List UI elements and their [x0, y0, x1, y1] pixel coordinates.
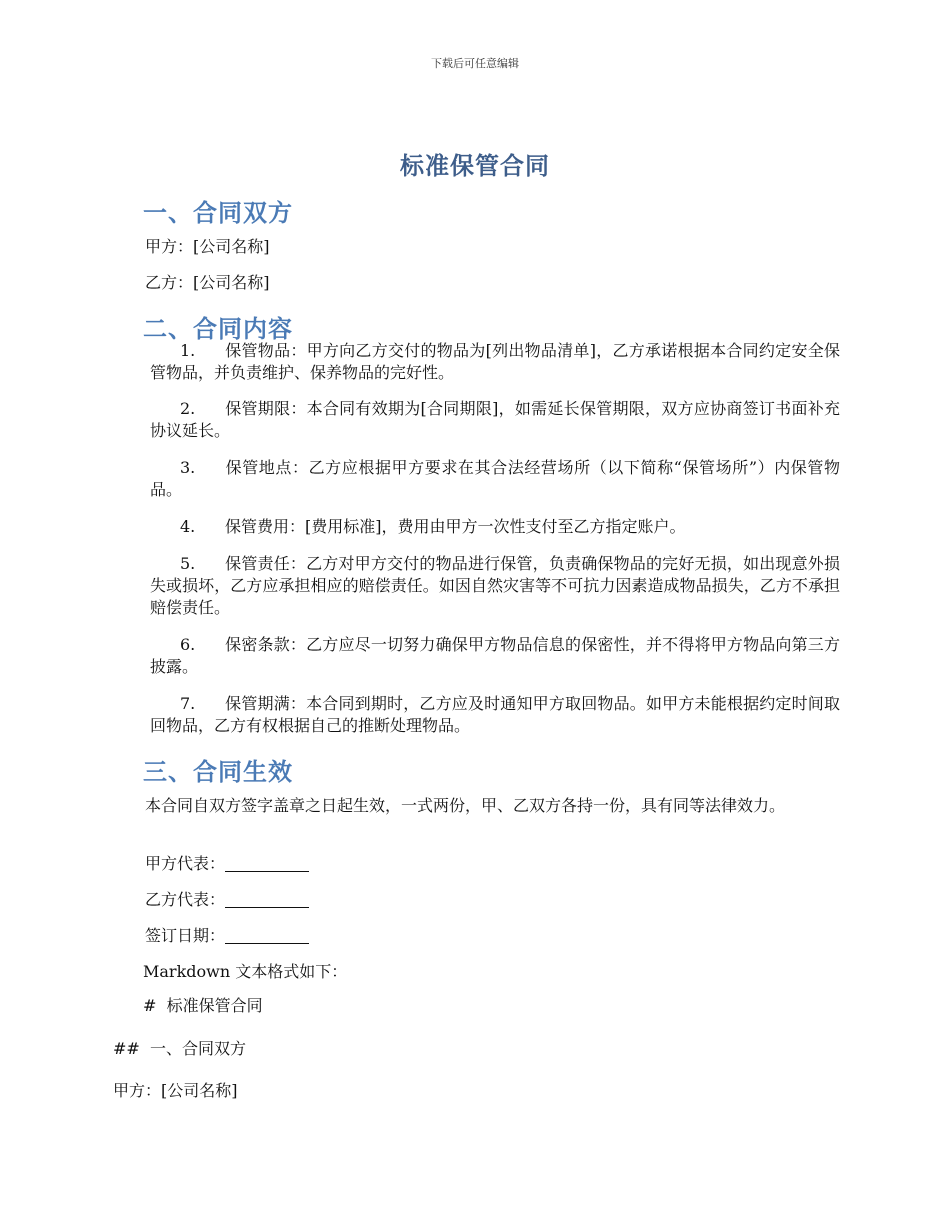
- clause-number: 2.: [180, 399, 196, 418]
- markdown-note: Markdown 文本格式如下：: [143, 962, 348, 981]
- clause-number: 4.: [180, 517, 196, 536]
- rep-a-label: 甲方代表：: [145, 854, 226, 873]
- sign-date-blank: [225, 927, 309, 944]
- clause-text: 保管物品：甲方向乙方交付的物品为[列出物品清单]，乙方承诺根据本合同约定安全保管物品，并负责维护、保养物品的完好性。: [150, 341, 840, 382]
- clause-text: 保管地点：乙方应根据甲方要求在其合法经营场所（以下简称“保管场所”）内保管物品。: [150, 458, 840, 499]
- markdown-party-a-line: 甲方：[公司名称]: [113, 1081, 238, 1100]
- sign-date-line: [145, 925, 309, 947]
- clause-text: 保管费用：[费用标准]，费用由甲方一次性支付至乙方指定账户。: [225, 517, 686, 536]
- clause-number: 3.: [180, 458, 196, 477]
- markdown-h2-line: ## 一、合同双方: [113, 1039, 246, 1058]
- rep-a-blank: [225, 855, 309, 872]
- clause-item: [150, 457, 840, 501]
- clause-item: [150, 693, 840, 737]
- header-note: 下载后可任意编辑: [431, 57, 519, 70]
- clause-number: 1.: [180, 341, 196, 360]
- clause-text: 保管责任：乙方对甲方交付的物品进行保管，负责确保物品的完好无损，如出现意外损失或损坏，乙方应承担相应的赔偿责任。如因自然灾害等不可抗力因素造成物品损失，乙方不承担赔偿责任。: [150, 554, 840, 617]
- rep-b-line: [145, 889, 309, 911]
- clause-item: [150, 398, 840, 442]
- clause-text: 保密条款：乙方应尽一切努力确保甲方物品信息的保密性，并不得将甲方物品向第三方披露。: [150, 635, 840, 676]
- clause-number: 5.: [180, 554, 196, 573]
- section-heading-content: 二、合同内容: [143, 315, 293, 343]
- clause-number: 7.: [180, 694, 196, 713]
- document-title: 标准保管合同: [400, 152, 550, 180]
- markdown-h1-line: # 标准保管合同: [143, 996, 263, 1015]
- rep-b-label: 乙方代表：: [145, 890, 226, 909]
- section-heading-effective: 三、合同生效: [143, 758, 293, 786]
- party-b-line: 乙方：[公司名称]: [145, 273, 270, 292]
- clause-number: 6.: [180, 635, 196, 654]
- clause-item: [150, 553, 840, 619]
- clause-item: [150, 516, 840, 538]
- clause-item: [150, 340, 840, 384]
- clause-text: 保管期满：本合同到期时，乙方应及时通知甲方取回物品。如甲方未能根据约定时间取回物品，乙方有权根据自己的推断处理物品。: [150, 694, 840, 735]
- effective-paragraph: 本合同自双方签字盖章之日起生效，一式两份，甲、乙双方各持一份，具有同等法律效力。: [145, 796, 786, 815]
- clause-text: 保管期限：本合同有效期为[合同期限]，如需延长保管期限，双方应协商签订书面补充协议延长。: [150, 399, 840, 440]
- party-a-line: 甲方：[公司名称]: [145, 237, 270, 256]
- sign-date-label: 签订日期：: [145, 926, 226, 945]
- rep-a-line: [145, 853, 309, 875]
- rep-b-blank: [225, 891, 309, 908]
- clause-item: [150, 634, 840, 678]
- section-heading-parties: 一、合同双方: [143, 199, 293, 227]
